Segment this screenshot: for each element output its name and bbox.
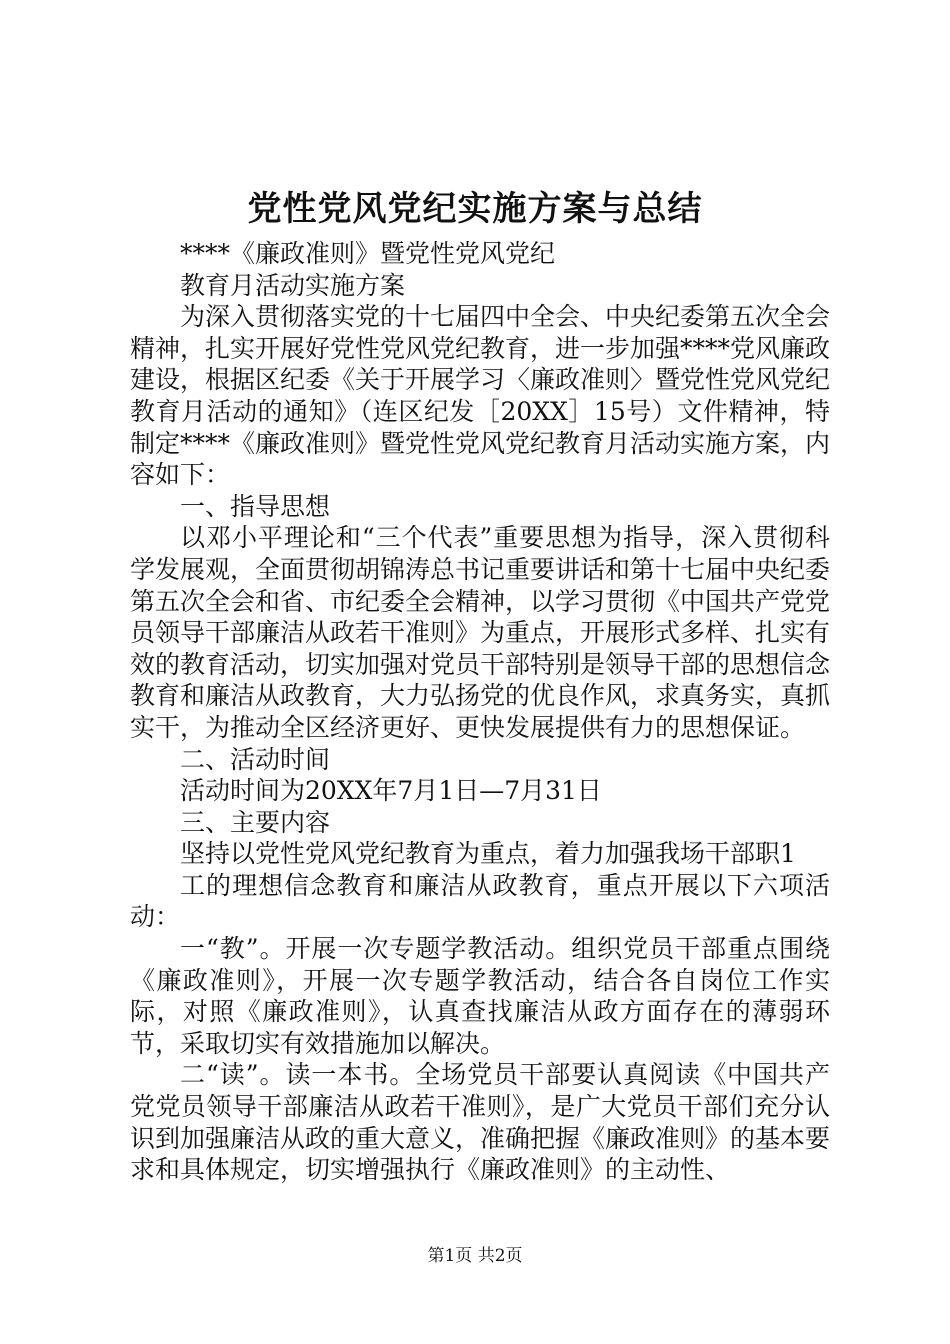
section-heading-main-content: 三、主要内容 (180, 807, 331, 837)
intro-paragraph: 为深入贯彻落实党的十七届四中全会、中央纪委第五次全会精神，扎实开展好党性党风党纪教育，进一步加强****党风廉政建设，根据区纪委《关于开展学习〈廉政准则〉暨党性党风党纪教育月活动的通知》（连区纪发［20XX］15号）文件精神，特制定****《廉政准则》暨党性党风党纪教育月活动实施方案，内容如下： (130, 302, 831, 490)
subtitle-line-1: ****《廉政准则》暨党性党风党纪 (180, 239, 556, 268)
activity-time-paragraph: 活动时间为20XX年7月1日—7月31日 (180, 776, 602, 806)
section-heading-activity-time: 二、活动时间 (180, 744, 331, 774)
document-title: 党性党风党纪实施方案与总结 (247, 189, 703, 229)
activity-teach-paragraph: 一“教”。开展一次专题学教活动。组织党员干部重点围绕《廉政准则》，开展一次专题学教活动，结合各自岗位工作实际，对照《廉政准则》，认真查找廉洁从政方面存在的薄弱环节，采取切实有效措施加以解决。 (130, 934, 830, 1058)
page-footer: 第1页 共2页 (427, 1246, 523, 1266)
guiding-ideology-paragraph: 以邓小平理论和“三个代表”重要思想为指导，深入贯彻科学发展观，全面贯彻胡锦涛总书记重要讲话和第十七届中央纪委第五次全会和省、市纪委全会精神，以学习贯彻《中国共产党党员领导干部廉洁从政若干准则》为重点，开展形式多样、扎实有效的教育活动，切实加强对党员干部特别是领导干部的思想信念教育和廉洁从政教育，大力弘扬党的优良作风，求真务实，真抓实干，为推动全区经济更好、更快发展提供有力的思想保证。 (130, 523, 831, 742)
section-heading-guiding-ideology: 一、指导思想 (180, 491, 331, 521)
subtitle-line-2: 教育月活动实施方案 (180, 270, 406, 300)
activity-read-paragraph: 二“读”。读一本书。全场党员干部要认真阅读《中国共产党党员领导干部廉洁从政若干准则》，是广大党员干部们充分认识到加强廉洁从政的重大意义，准确把握《廉政准则》的基本要求和具体规定，切实增强执行《廉政准则》的主动性、 (130, 1060, 831, 1185)
main-content-paragraph: 工的理想信念教育和廉洁从政教育，重点开展以下六项活动： (130, 870, 830, 932)
document-body (130, 238, 830, 1186)
main-content-line-1: 坚持以党性党风党纪教育为重点，着力加强我场干部职1 (180, 839, 796, 869)
